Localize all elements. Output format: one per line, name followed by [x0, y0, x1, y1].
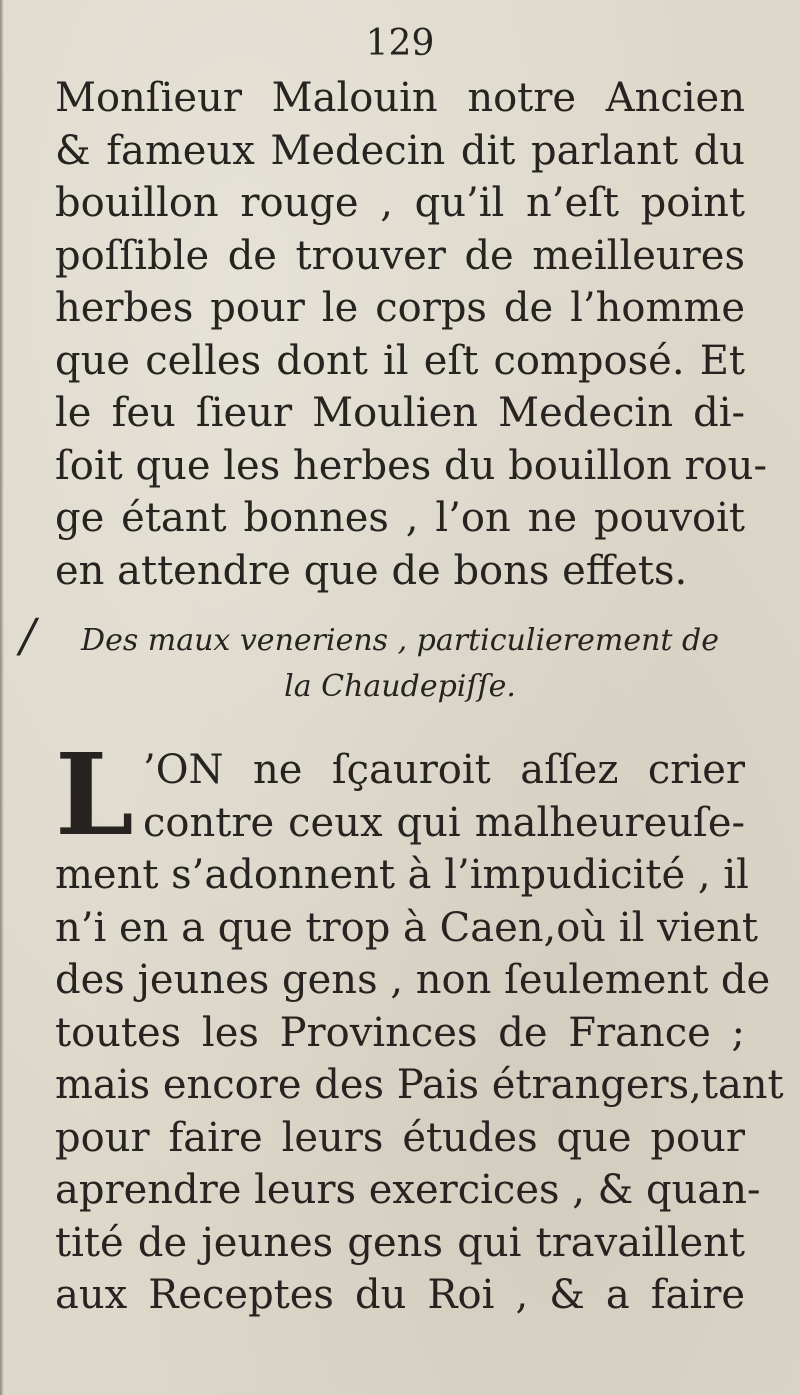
paragraph-maux-veneriens — [55, 730, 784, 1322]
text-line: ſoit que les herbes du bouillon rou- — [55, 442, 767, 489]
text-line: des jeunes gens , non ſeulement de — [55, 957, 771, 1003]
text-line: aux Receptes du Roi , & a faire — [55, 1272, 745, 1318]
text-line: toutes les Provinces de France ; — [55, 1009, 745, 1056]
text-line: bouillon rouge , qu’il n’eſt point — [55, 180, 745, 226]
text-line: & fameux Medecin dit parlant du — [55, 127, 745, 174]
text-line: pour faire leurs études que pour — [55, 1114, 745, 1161]
heading-line: Des maux veneriens , particulierement de — [81, 623, 719, 658]
text-line: n’i en a que trop à Caen,où il vient — [55, 904, 758, 951]
drop-cap: L — [55, 730, 134, 861]
text-line: contre ceux qui malheureuſe- — [143, 799, 745, 846]
text-line: le feu ſieur Moulien Medecin di- — [55, 390, 745, 436]
text-line: ment s’adonnent à l’impudicité , il — [55, 852, 749, 898]
text-line: tité de jeunes gens qui travaillent — [55, 1219, 745, 1266]
text-line: en attendre que de bons effets. — [55, 547, 688, 594]
heading-line: la Chaudepiſſe. — [284, 669, 516, 704]
margin-mark: / — [20, 608, 36, 662]
page-binding-edge — [0, 0, 4, 1395]
text-line-first: ’ON ne ſçauroit aſſez crier — [143, 747, 745, 793]
text-line: poſſible de trouver de meilleures — [55, 232, 745, 279]
text-line: herbes pour le corps de l’homme — [55, 285, 745, 331]
text-line: ge étant bonnes , l’on ne pouvoit — [55, 495, 745, 541]
text-line: mais encore des Pais étrangers,tant — [55, 1062, 784, 1108]
text-line: que celles dont il eſt composé. Et — [55, 337, 745, 384]
text-line: Monſieur Malouin notre Ancien — [55, 75, 745, 121]
paragraph-bouillon-rouge — [55, 72, 767, 597]
section-heading — [55, 618, 745, 710]
text-line: aprendre leurs exercices , & quan- — [55, 1167, 761, 1213]
page-number: 129 — [365, 23, 435, 64]
